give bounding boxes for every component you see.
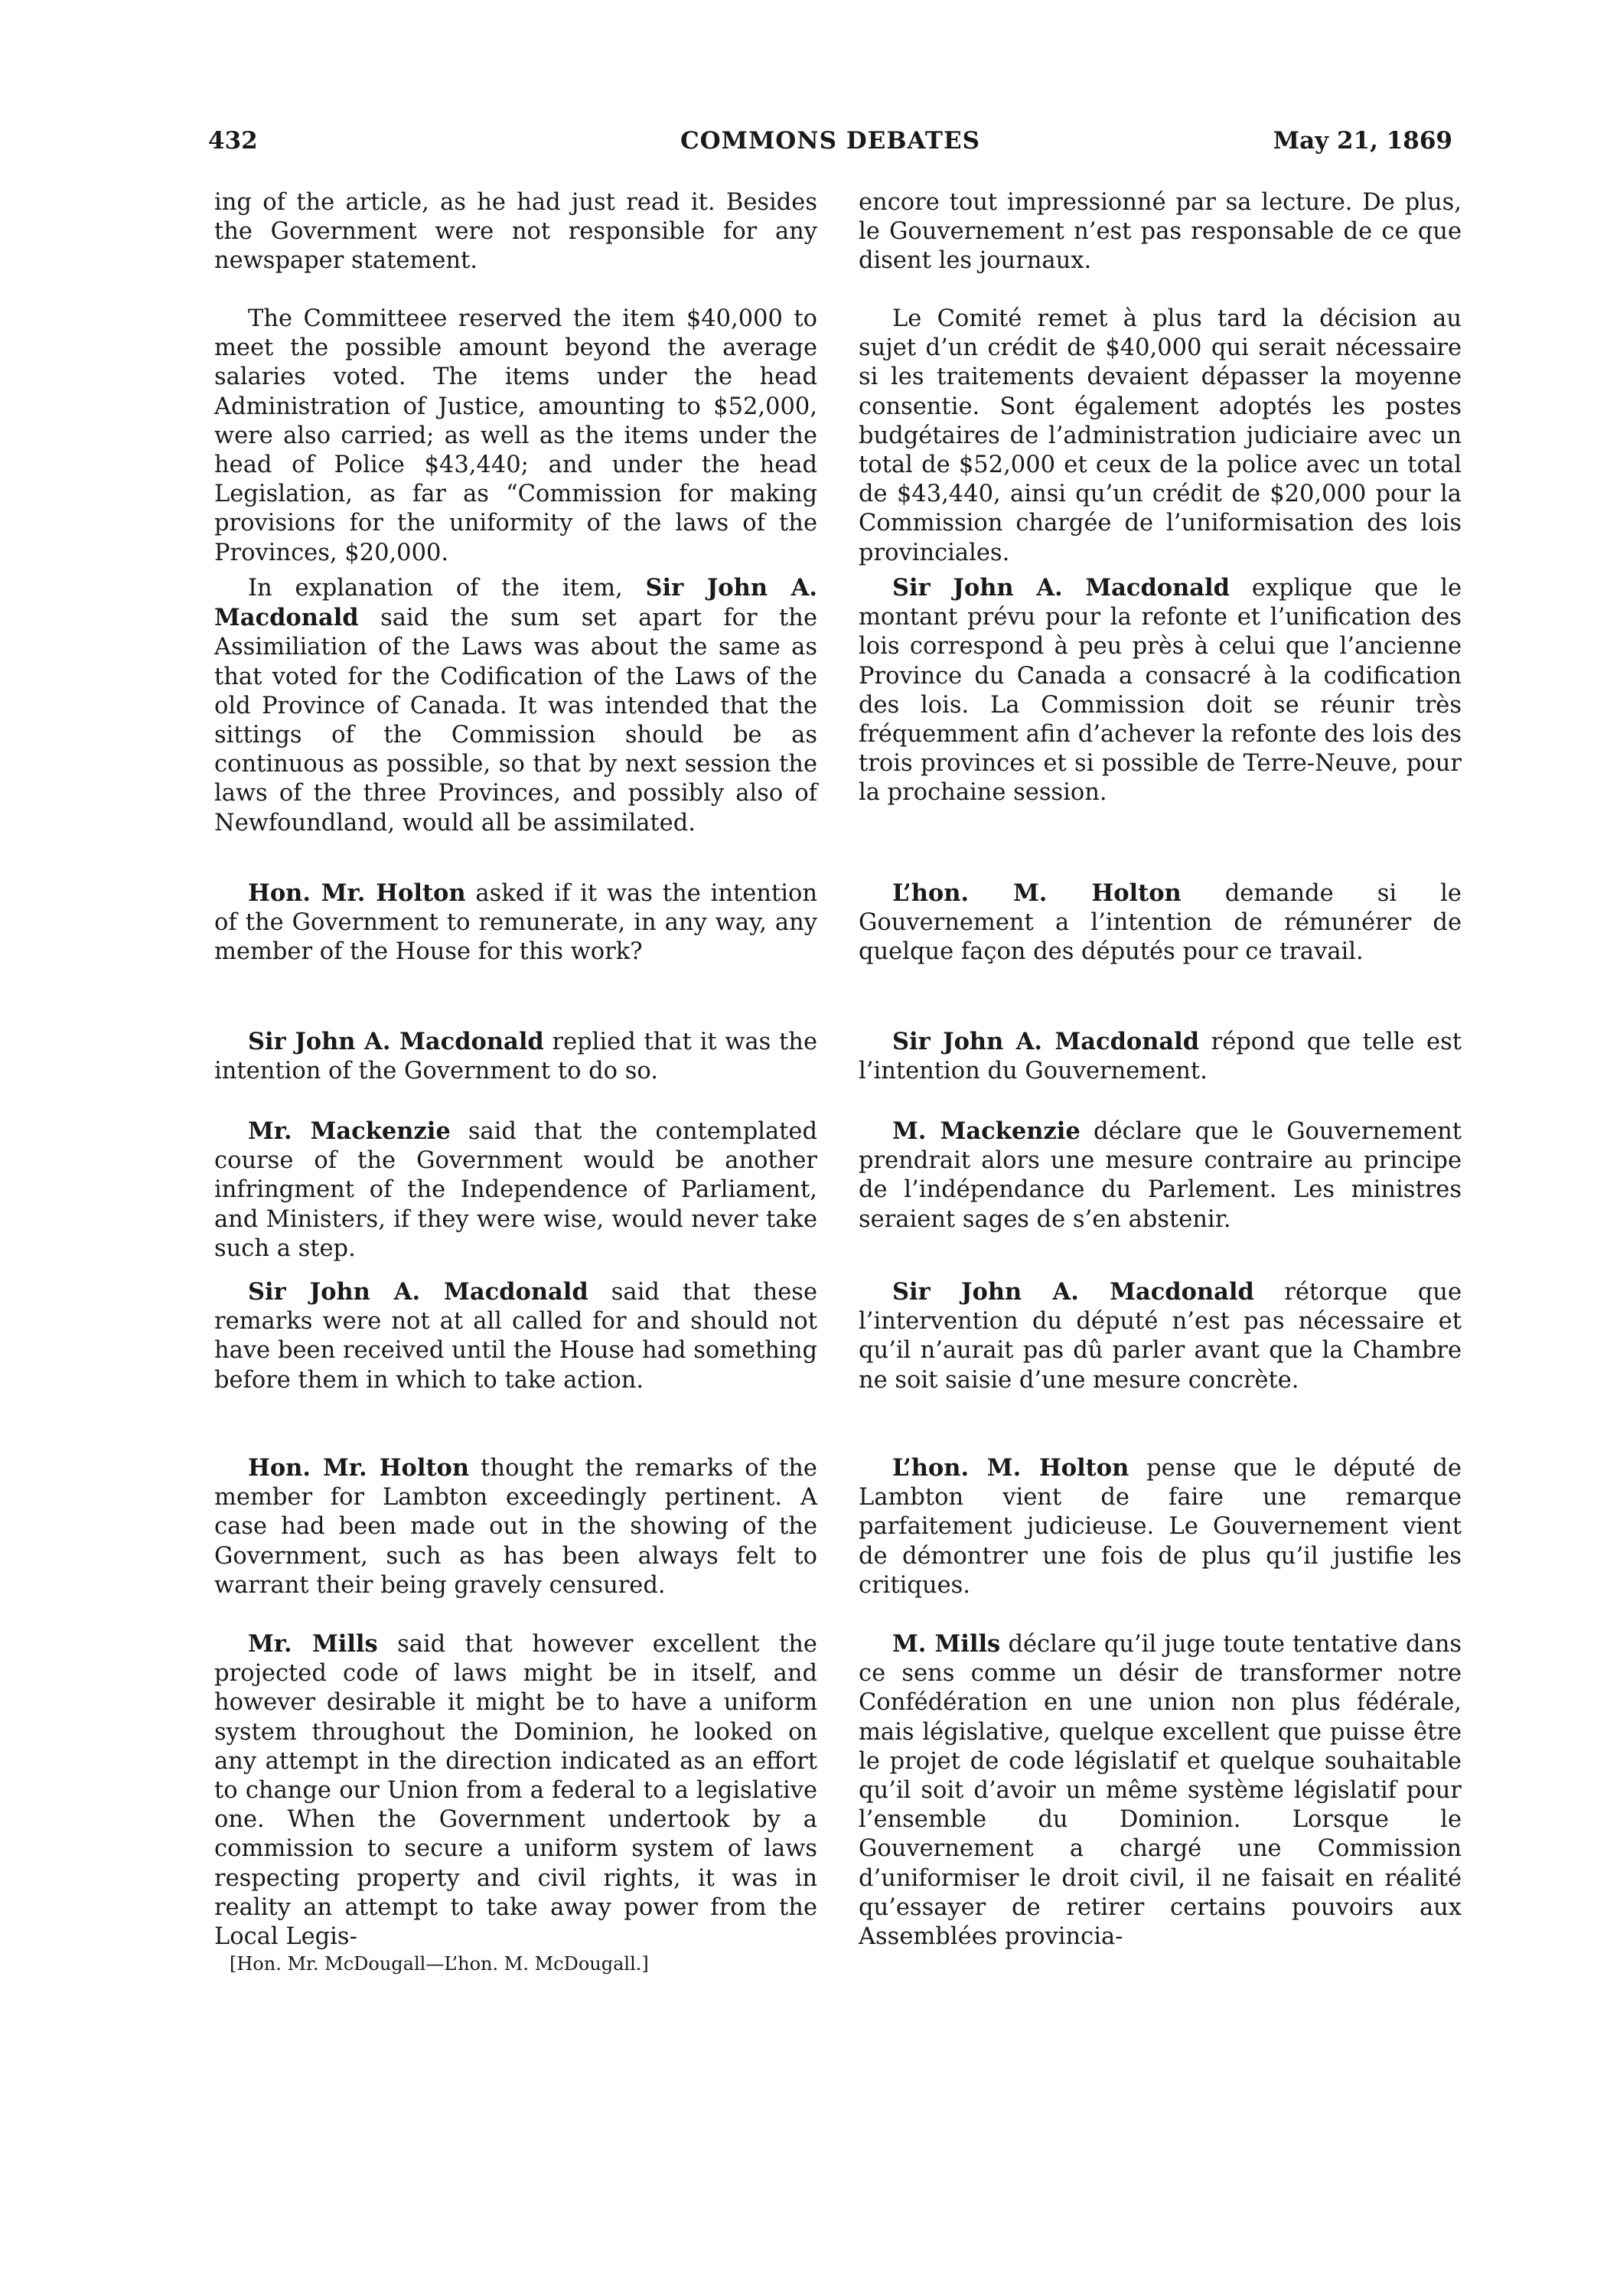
paragraph-text: asked if it was the intention of the Government to remunerate, in any way, any member of the House for this work?: [214, 880, 817, 966]
paragraph-text: répond que telle est l’intention du Gouvernement.: [859, 1029, 1462, 1085]
paragraph-text: thought the remarks of the member for Lambton exceedingly pertinent. A case had been made out in the showing of the Government, such as has been always felt to warrant their being gravely censured.: [214, 1455, 817, 1599]
paragraph-row: [214, 1453, 1462, 1629]
english-paragraph: [214, 1277, 817, 1453]
paragraph-row: [214, 1277, 1462, 1453]
speaker-name: Sir John A. Macdonald: [892, 574, 1230, 602]
french-paragraph: [859, 1117, 1462, 1277]
paragraph-row: [214, 1117, 1462, 1277]
speaker-name: M. Mills: [892, 1630, 1001, 1658]
english-paragraph: [214, 1027, 817, 1117]
paragraph-row: [214, 188, 1462, 305]
speaker-name: Mr. Mackenzie: [248, 1117, 451, 1145]
english-paragraph: [214, 573, 817, 879]
french-paragraph: [859, 879, 1462, 1027]
paragraph-text: The Committeee reserved the item $40,000 to meet the possible amount beyond the average salaries voted. The items under the head Administration of Justice, amounting to $52,000, were also carried; as well as the items under the head of Police $43,440; and under the head Legislation, as far as “Commission for making provisions for the uniformity of the laws of the Provinces, $20,000.: [214, 305, 817, 566]
speaker-name: L’hon. M. Holton: [892, 1454, 1129, 1482]
paragraph-row: [214, 1629, 1462, 1952]
paragraph-text: demande si le Gouvernement a l’intention de rémunérer de quelque façon des députés pour ce travail.: [859, 880, 1462, 966]
speaker-name: L’hon. M. Holton: [892, 879, 1182, 907]
speaker-name: Sir John A. Macdonald: [248, 1028, 544, 1055]
paragraph-row: [214, 1027, 1462, 1117]
paragraph-text: déclare qu’il juge toute tentative dans ce sens comme un désir de transformer notre Confédération en une union non plus fédérale, mais législative, quelque excellent que puisse être le projet de code législatif et quelque souhaitable qu’il soit d’avoir un même système législatif pour l’ensemble du Dominion. Lorsque le Gouvernement a chargé une Commission d’uniformiser le droit civil, il ne faisait en réalité qu’essayer de retirer certains pouvoirs aux Assemblées provincia-: [859, 1631, 1462, 1951]
french-paragraph: [859, 1453, 1462, 1629]
paragraph-text: said the sum set apart for the Assimiliation of the Laws was about the same as that voted for the Codification of the Laws of the old Province of Canada. It was intended that the sittings of the Commission should be as continuous as possible, so that by next session the laws of the three Provinces, and possibly also of Newfoundland, would all be assimilated.: [214, 605, 817, 837]
paragraph-text: said that however excellent the projected code of laws might be in itself, and however desirable it might be to have a uniform system throughout the Dominion, he looked on any attempt in the direction indicated as an effort to change our Union from a federal to a legislative one. When the Government undertook by a commission to secure a uniform system of laws respecting property and civil rights, it was in reality an attempt to take away power from the Local Legis-: [214, 1631, 817, 1951]
page-footer: [Hon. Mr. McDougall—L’hon. M. McDougall.]: [230, 1953, 649, 1975]
french-paragraph: [859, 1277, 1462, 1453]
paragraph-text: replied that it was the intention of the Government to do so.: [214, 1029, 817, 1085]
paragraph-row: [214, 879, 1462, 1027]
english-paragraph: [214, 305, 817, 573]
paragraph-text: déclare que le Gouvernement prendrait alors une mesure contraire au principe de l’indépendance du Parlement. Les ministres seraient sages de s’en abstenir.: [859, 1118, 1462, 1233]
english-paragraph: [214, 1629, 817, 1952]
speaker-name: Mr. Mills: [248, 1630, 378, 1658]
paragraph-text: rétorque que l’intervention du député n’est pas nécessaire et qu’il n’aurait pas dû parler avant que la Chambre ne soit saisie d’une mesure concrète.: [859, 1279, 1462, 1394]
paragraph-text: pense que le député de Lambton vient de faire une remarque parfaitement judicieuse. Le Gouvernement vient de démontrer une fois de plus qu’il justifie les critiques.: [859, 1455, 1462, 1599]
english-paragraph: [214, 188, 817, 305]
paragraph-text: ing of the article, as he had just read it. Besides the Government were not responsible for any newspaper statement.: [214, 189, 817, 275]
publication-title: COMMONS DEBATES: [680, 127, 980, 155]
paragraph-text: encore tout impressionné par sa lecture. De plus, le Gouvernement n’est pas responsable de ce que disent les journaux.: [859, 189, 1462, 275]
paragraph-text: Le Comité remet à plus tard la décision au sujet d’un crédit de $40,000 qui serait nécessaire si les traitements devaient dépasser la moyenne consentie. Sont également adoptés les postes budgétaires de l’administration judiciaire avec un total de $52,000 et ceux de la police avec un total de $43,440, ainsi qu’un crédit de $20,000 pour la Commission chargée de l’uniformisation des lois provinciales.: [859, 305, 1462, 566]
page-number: 432: [208, 127, 258, 155]
speaker-name: Sir John A. Macdonald: [892, 1028, 1200, 1055]
paragraph-text: said that the contemplated course of the Government would be another infringment of the Independence of Parliament, and Ministers, if they were wise, would never take such a step.: [214, 1118, 817, 1262]
english-paragraph: [214, 1117, 817, 1277]
speaker-name: Sir John A. Macdonald: [248, 1278, 588, 1306]
english-paragraph: [214, 879, 817, 1027]
french-paragraph: [859, 305, 1462, 573]
french-paragraph: [859, 1027, 1462, 1117]
debate-date: May 21, 1869: [1273, 127, 1452, 155]
speaker-name: Sir John A. Macdonald: [892, 1278, 1254, 1306]
paragraph-intro: In explanation of the item,: [248, 575, 623, 602]
bilingual-columns: [214, 188, 1462, 1952]
page-header: [208, 127, 1452, 164]
paragraph-text: said that these remarks were not at all called for and should not have been received until the House had something before them in which to take action.: [214, 1279, 818, 1394]
french-paragraph: [859, 1629, 1462, 1952]
paragraph-text: explique que le montant prévu pour la refonte et l’unification des lois correspond à peu près à celui que l’ancienne Province du Canada a consacré à la codification des lois. La Commission doit se réunir très fréquemment afin d’achever la refonte des lois des trois provinces et si possible de Terre-Neuve, pour la prochaine session.: [859, 575, 1462, 807]
speaker-name: M. Mackenzie: [892, 1117, 1081, 1145]
french-paragraph: [859, 188, 1462, 305]
speaker-name: Sir John A. Macdonald: [214, 574, 817, 632]
paragraph-row: [214, 305, 1462, 573]
speaker-name: Hon. Mr. Holton: [248, 1454, 470, 1482]
english-paragraph: [214, 1453, 817, 1629]
paragraph-row: [214, 573, 1462, 879]
speaker-name: Hon. Mr. Holton: [248, 879, 466, 907]
french-paragraph: [859, 573, 1462, 879]
